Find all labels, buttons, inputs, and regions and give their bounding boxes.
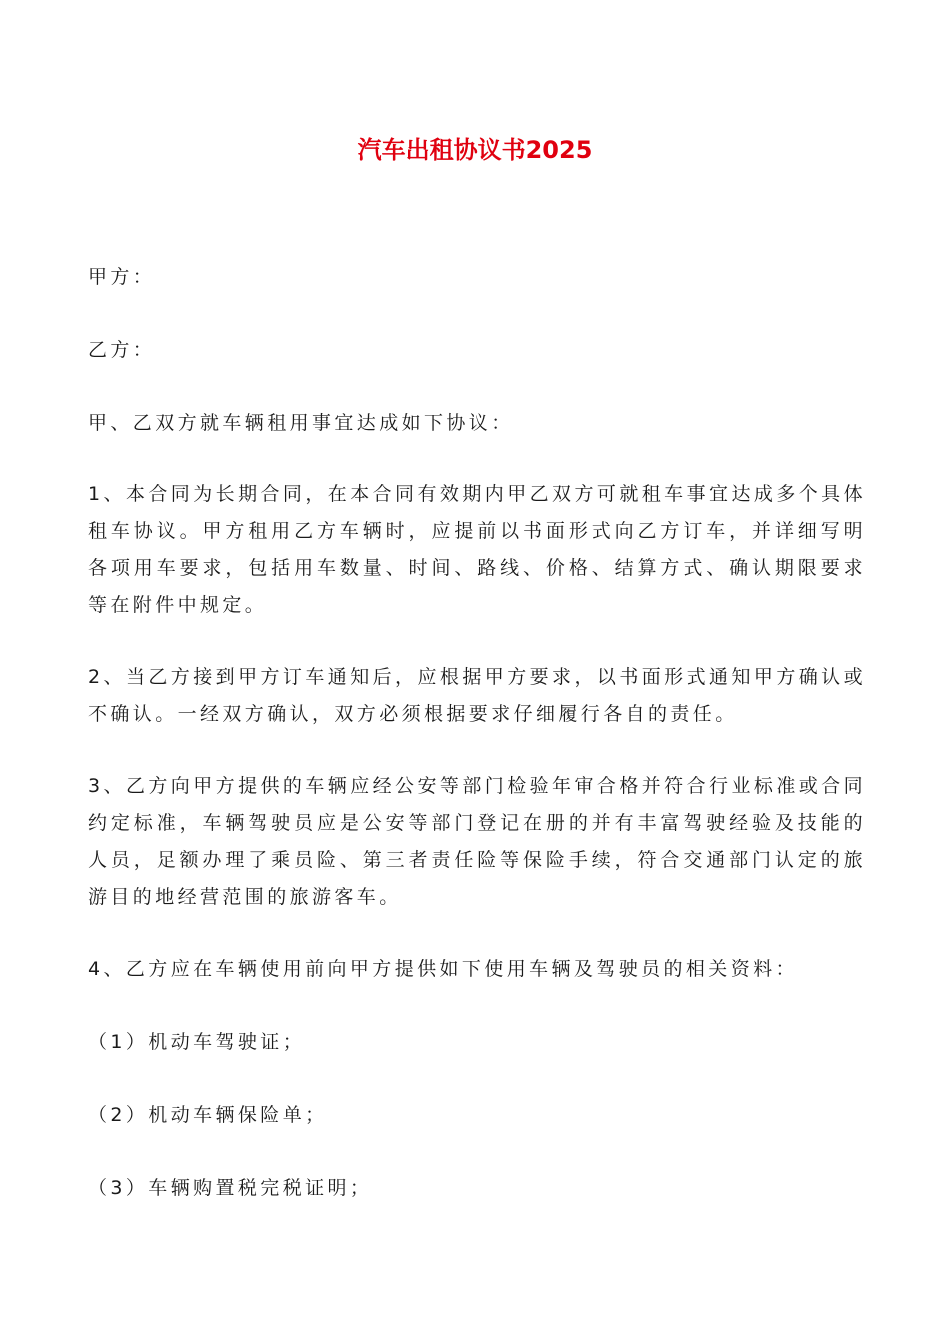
clause-2: 2、当乙方接到甲方订车通知后，应根据甲方要求，以书面形式通知甲方确认或不确认。一经双方确认，双方必须根据要求仔细履行各自的责任。 <box>88 666 866 725</box>
document-title: 汽车出租协议书2025 <box>357 136 593 164</box>
list-item: （3）车辆购置税完税证明； <box>88 1177 373 1199</box>
clause-4: 4、乙方应在车辆使用前向甲方提供如下使用车辆及驾驶员的相关资料： <box>88 958 798 980</box>
clause-1: 1、本合同为长期合同，在本合同有效期内甲乙双方可就租车事宜达成多个具体租车协议。甲方租用乙方车辆时，应提前以书面形式向乙方订车，并详细写明各项用车要求，包括用车数量、时间、路线、价格、结算方式、确认期限要求等在附件中规定。 <box>88 483 866 616</box>
list-item: （1）机动车驾驶证； <box>88 1031 306 1053</box>
intro-paragraph: 甲、乙双方就车辆租用事宜达成如下协议： <box>88 412 514 434</box>
party-a-line: 甲方： <box>88 266 156 288</box>
list-item: （2）机动车辆保险单； <box>88 1104 328 1126</box>
party-b-line: 乙方： <box>88 339 156 361</box>
clause-3: 3、乙方向甲方提供的车辆应经公安等部门检验年审合格并符合行业标准或合同约定标准，车辆驾驶员应是公安等部门登记在册的并有丰富驾驶经验及技能的人员，足额办理了乘员险、第三者责任险等保险手续，符合交通部门认定的旅游目的地经营范围的旅游客车。 <box>88 775 866 908</box>
